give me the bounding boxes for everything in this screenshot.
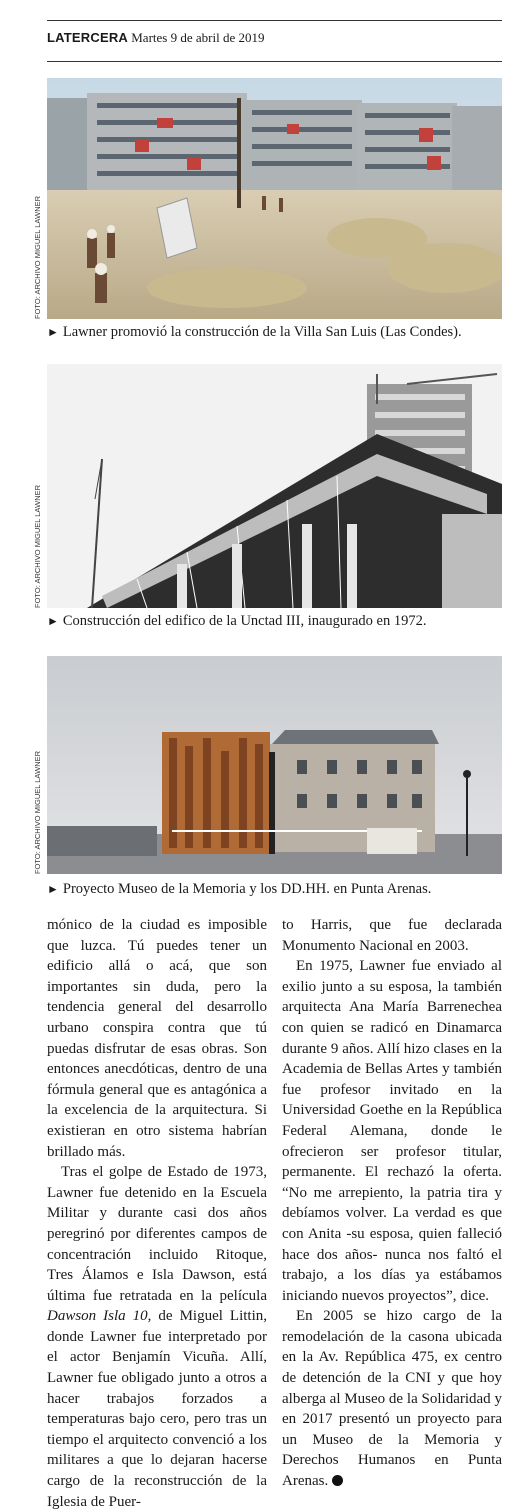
photo-caption-2: ► Construcción del edifico de la Unctad III, inaugurado en 1972. — [47, 613, 427, 629]
photo-museo-memoria — [47, 656, 502, 874]
photo-caption-1: ► Lawner promovió la construcción de la Villa San Luis (Las Condes). — [47, 324, 462, 340]
film-title: Dawson Isla 10 — [47, 1308, 148, 1325]
newspaper-brand: LATERCERA — [47, 30, 128, 45]
photo-unctad-iii — [47, 364, 502, 608]
issue-date: Martes 9 de abril de 2019 — [131, 30, 265, 45]
caption-arrow-icon: ► — [47, 882, 59, 896]
article-column-1 — [47, 915, 267, 1512]
caption-arrow-icon: ► — [47, 325, 59, 339]
article-paragraph: Tras el golpe de Estado de 1973, Lawner fue detenido en la Escuela Militar y durante casi dos años peregrinó por diferentes campos de concentración incluido Ritoque, Tres Álamos e Isla Dawson, está última fue retratada en la película Dawson Isla 10, de Miguel Littin, donde Lawner fue interpretado por el actor Benjamín Vicuña. Allí, Lawner fue obligado junto a otros a hacer trabajos forzados a temperaturas bajo cero, pero tras un tiempo el arquitecto convenció a los militares a que lo dejaran hacerse cargo de la reconstrucción de la Iglesia de Puer- — [47, 1164, 267, 1510]
article-paragraph: to Harris, que fue declarada Monumento Nacional en 2003. — [282, 917, 502, 954]
header-rule-top — [47, 20, 502, 21]
photo-credit-2: FOTO: ARCHIVO MIGUEL LAWNER — [33, 484, 42, 608]
page-header — [47, 30, 264, 46]
caption-arrow-icon: ► — [47, 614, 59, 628]
header-rule-bottom — [47, 61, 502, 62]
photo-credit-1: FOTO: ARCHIVO MIGUEL LAWNER — [33, 195, 42, 319]
article-paragraph: En 2005 se hizo cargo de la remodelación de la casona ubicada en la Av. República 475, ex centro de detención de la CNI y que hoy alberga al Museo de la Solidaridad y en 2017 presentó un proyecto para un Museo de la Memoria y Derechos Humanos en Punta Arenas. — [282, 1308, 502, 1490]
article-paragraph: En 1975, Lawner fue enviado al exilio junto a su esposa, la también arquitecta Ana María Barrenechea con quien se radicó en Dinamarca durante 9 años. Allí hizo clases en la Academia de Bellas Artes y también fue profesor invitado en la Universidad Goethe en la República Federal Alemana, donde le ofrecieron ser profesor titular, permanente. El rechazó la oferta. “No me arrepiento, la patria tira y debíamos volver. La verdad es que con Anita -su esposa, quien falleció hace dos años- nunca nos faltó el trabajo, a los días ya estábamos iniciando nuevos proyectos”, dice. — [282, 958, 502, 1304]
article-paragraph: mónico de la ciudad es imposible que luzca. Tú puedes tener un edificio allá o acá, que son importantes sin duda, pero la tendencia general del desarrollo urbano conspira contra que tú puedas disfrutar de esas obras. Son entonces anecdóticas, dentro de una fórmula general que es antagónica a la excelencia de la arquitectura. Si existieran en otro sistema habrían brillado más. — [47, 917, 267, 1160]
photo-villa-san-luis — [47, 78, 502, 319]
photo-credit-3: FOTO: ARCHIVO MIGUEL LAWNER — [33, 750, 42, 874]
photo-caption-3: ► Proyecto Museo de la Memoria y los DD.HH. en Punta Arenas. — [47, 881, 432, 897]
article-column-2 — [282, 915, 502, 1492]
